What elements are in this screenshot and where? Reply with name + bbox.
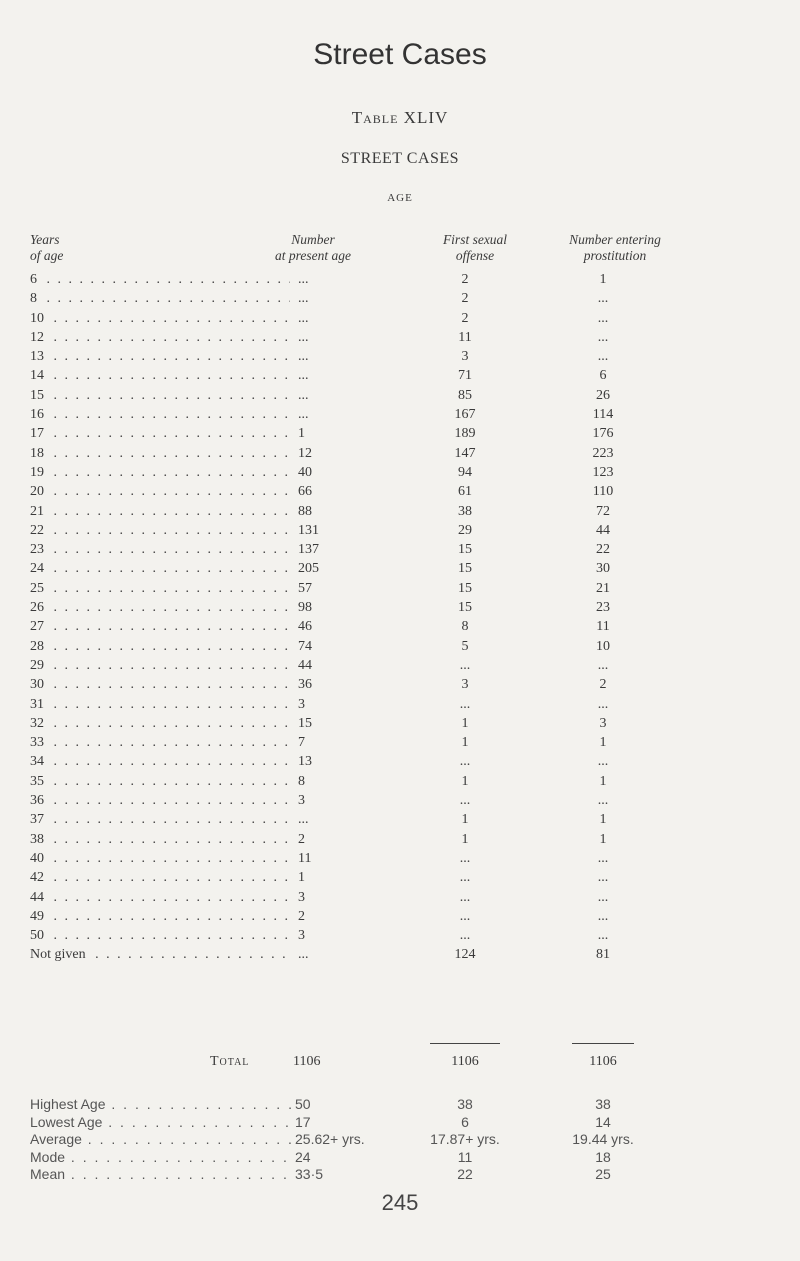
number-cell: ... [298,329,309,345]
entering-cell: 1 [599,735,607,751]
summary-stats [0,1096,800,1184]
stat-first-offense: 22 [457,1166,473,1182]
table-row [0,270,800,289]
age-cell: 25 . . . [30,579,290,598]
number-cell: ... [298,407,309,423]
number-cell: ... [298,812,309,828]
number-cell: 15 [298,715,312,731]
entering-cell: ... [597,657,609,673]
number-cell: 11 [298,850,312,866]
number-cell: 2 [298,908,305,924]
first-offense-cell: ... [459,657,471,673]
first-offense-cell: 38 [458,503,472,519]
total-label: Total [210,1054,250,1069]
number-cell: 36 [298,677,312,693]
age-cell: 49 . . . [30,907,290,926]
stat-label: Lowest Age . . . [30,1114,292,1131]
age-cell: 13 . . . [30,347,290,366]
stat-entering: 19.44 yrs. [572,1131,634,1147]
entering-cell: 1 [599,272,607,287]
number-cell: ... [298,291,309,307]
first-offense-cell: 1 [461,812,469,828]
number-cell: 1 [298,426,305,442]
age-cell: 24 . . . [30,559,290,578]
table-row [0,444,800,463]
table-row [0,752,800,771]
first-offense-cell: 2 [461,272,469,287]
entering-cell: ... [597,349,609,365]
table-row [0,888,800,907]
total-rule-entering [572,1043,634,1044]
stat-first-offense: 17.87+ yrs. [430,1131,500,1147]
age-cell: 34 . . . [30,752,290,771]
entering-cell: 223 [592,445,614,461]
age-cell: 28 . . . [30,637,290,656]
table-row [0,656,800,675]
entering-cell: ... [597,850,609,866]
table-row [0,695,800,714]
age-cell: 40 . . . [30,849,290,868]
age-cell: 14 . . . [30,366,290,385]
first-offense-cell: 85 [458,387,472,403]
entering-cell: 81 [596,947,610,963]
number-cell: ... [298,947,309,963]
entering-cell: 110 [592,484,614,500]
number-cell: 8 [298,773,305,789]
age-cell: 31 . . . [30,695,290,714]
stat-first-offense: 38 [457,1096,473,1112]
age-cell: 12 . . . [30,328,290,347]
age-cell: 10 . . . [30,309,290,328]
first-offense-cell: ... [459,850,471,866]
first-offense-cell: 11 [458,329,472,345]
entering-cell: 1 [599,831,607,847]
age-cell: 18 . . . [30,444,290,463]
total-rule-first [430,1043,500,1044]
age-cell: 17 . . . [30,424,290,443]
entering-cell: 44 [596,522,610,538]
total-first-offense: 1106 [451,1054,479,1069]
column-header-entering: Number entering prostitution [569,232,661,263]
first-offense-cell: 15 [458,561,472,577]
entering-cell: 30 [596,561,610,577]
table-row [0,945,800,964]
age-cell: 38 . . . [30,830,290,849]
first-offense-cell: 1 [461,715,469,731]
column-header-number: Number at present age [275,232,351,263]
age-cell: 30 . . . [30,675,290,694]
entering-cell: 2 [599,677,607,693]
entering-cell: ... [597,696,609,712]
table-row [0,579,800,598]
age-cell: 37 . . . [30,810,290,829]
entering-cell: 23 [596,600,610,616]
number-cell: ... [298,272,309,287]
table-number: Table XLIV [351,108,449,127]
number-cell: 137 [298,542,319,558]
entering-cell: 123 [592,464,614,480]
first-offense-cell: 1 [461,773,469,789]
entering-cell: 26 [596,387,610,403]
entering-cell: ... [597,329,609,345]
data-table [0,270,800,965]
age-cell: 6 . . . [30,270,290,289]
table-row [0,559,800,578]
running-head: Street Cases [313,38,487,71]
number-cell: 74 [298,638,312,654]
number-cell: 2 [298,831,305,847]
number-cell: 7 [298,735,305,751]
table-row [0,540,800,559]
stat-entering: 38 [595,1096,611,1112]
stat-number: 33·5 [295,1166,324,1182]
first-offense-cell: ... [459,928,471,944]
first-offense-cell: 1 [461,735,469,751]
entering-cell: 114 [592,407,614,423]
first-offense-cell: 15 [458,542,472,558]
number-cell: 3 [298,889,305,905]
first-offense-cell: 94 [458,464,472,480]
age-cell: 23 . . . [30,540,290,559]
page-number: 245 [381,1190,419,1215]
stat-row [0,1114,800,1132]
first-offense-cell: ... [459,696,471,712]
first-offense-cell: 147 [454,445,476,461]
age-cell: 22 . . . [30,521,290,540]
age-cell: Not given . . . [30,945,290,964]
stat-first-offense: 6 [461,1113,469,1130]
number-cell: 3 [298,696,305,712]
age-cell: 19 . . . [30,463,290,482]
stat-row [0,1131,800,1149]
first-offense-cell: 15 [458,600,472,616]
age-cell: 29 . . . [30,656,290,675]
table-row [0,791,800,810]
table-row [0,598,800,617]
table-row [0,733,800,752]
table-row [0,810,800,829]
entering-cell: 6 [599,368,607,384]
number-cell: 205 [298,561,319,577]
table-row [0,830,800,849]
table-row [0,772,800,791]
number-cell: ... [298,387,309,403]
first-offense-cell: 61 [458,484,472,500]
entering-cell: 21 [596,580,610,596]
table-row [0,366,800,385]
first-offense-cell: ... [459,908,471,924]
total-entering: 1106 [589,1054,617,1069]
table-row [0,289,800,308]
table-row [0,386,800,405]
table-row [0,521,800,540]
stat-number: 24 [295,1148,311,1165]
table-row [0,637,800,656]
entering-cell: ... [597,928,609,944]
stat-label: Mode . . . [30,1149,292,1166]
first-offense-cell: 3 [461,677,469,693]
table-row [0,675,800,694]
column-header-years: Years of age [30,232,64,263]
number-cell: 131 [298,522,319,538]
entering-cell: 72 [596,503,610,519]
entering-cell: 176 [592,426,614,442]
table-row [0,424,800,443]
stat-label: Average . . . [30,1131,292,1148]
entering-cell: 1 [599,812,607,828]
first-offense-cell: 2 [461,310,469,326]
number-cell: 12 [298,445,312,461]
table-title: STREET CASES [340,150,460,167]
first-offense-cell: 3 [461,349,469,365]
stat-row [0,1166,800,1184]
column-header-first-offense: First sexual offense [442,232,508,263]
number-cell: ... [298,368,309,384]
table-row [0,405,800,424]
first-offense-cell: ... [459,793,471,809]
table-row [0,482,800,501]
first-offense-cell: 15 [458,580,472,596]
stat-number: 25.62+ yrs. [295,1131,365,1147]
total-number: 1106 [293,1054,321,1069]
stat-entering: 18 [595,1148,611,1165]
entering-cell: ... [597,793,609,809]
entering-cell: ... [597,870,609,886]
age-cell: 8 . . . [30,289,290,308]
table-row [0,926,800,945]
entering-cell: ... [597,754,609,770]
first-offense-cell: 2 [461,291,469,307]
stat-label: Mean . . . [30,1166,292,1183]
stat-entering: 25 [595,1166,611,1182]
table-row [0,347,800,366]
entering-cell: ... [597,291,609,307]
first-offense-cell: 5 [461,638,469,654]
number-cell: ... [298,349,309,365]
first-offense-cell: ... [459,754,471,770]
age-cell: 21 . . . [30,502,290,521]
table-row [0,328,800,347]
first-offense-cell: 1 [461,831,469,847]
age-cell: 20 . . . [30,482,290,501]
table-row [0,868,800,887]
table-row [0,849,800,868]
first-offense-cell: 8 [461,619,469,635]
age-cell: 36 . . . [30,791,290,810]
number-cell: 3 [298,928,305,944]
stat-row [0,1149,800,1167]
stat-first-offense: 11 [457,1148,473,1165]
stat-entering: 14 [595,1113,611,1130]
table-subtitle: AGE [387,192,413,204]
age-cell: 32 . . . [30,714,290,733]
age-cell: 35 . . . [30,772,290,791]
table-row [0,502,800,521]
first-offense-cell: ... [459,889,471,905]
entering-cell: 3 [599,715,607,731]
entering-cell: 1 [599,773,607,789]
number-cell: 44 [298,657,312,673]
number-cell: 57 [298,580,312,596]
entering-cell: ... [597,908,609,924]
number-cell: 88 [298,503,312,519]
table-row [0,463,800,482]
first-offense-cell: 167 [454,407,476,423]
number-cell: 66 [298,484,312,500]
age-cell: 33 . . . [30,733,290,752]
table-row [0,714,800,733]
age-cell: 26 . . . [30,598,290,617]
stat-row [0,1096,800,1114]
number-cell: 3 [298,793,305,809]
first-offense-cell: 29 [458,522,472,538]
age-cell: 16 . . . [30,405,290,424]
entering-cell: 10 [596,638,610,654]
age-cell: 15 . . . [30,386,290,405]
number-cell: ... [298,310,309,326]
age-cell: 44 . . . [30,888,290,907]
entering-cell: 11 [596,619,610,635]
stat-label: Highest Age . . . [30,1096,292,1113]
first-offense-cell: 189 [454,426,476,442]
stat-number: 50 [295,1096,311,1112]
number-cell: 98 [298,600,312,616]
age-cell: 50 . . . [30,926,290,945]
stat-number: 17 [295,1113,311,1130]
table-row [0,309,800,328]
number-cell: 1 [298,870,305,886]
number-cell: 46 [298,619,312,635]
table-row [0,617,800,636]
number-cell: 40 [298,464,312,480]
entering-cell: ... [597,889,609,905]
age-cell: 27 . . . [30,617,290,636]
first-offense-cell: 124 [454,947,476,963]
entering-cell: ... [597,310,609,326]
entering-cell: 22 [596,542,610,558]
first-offense-cell: 71 [458,368,472,384]
number-cell: 13 [298,754,312,770]
first-offense-cell: ... [459,870,471,886]
age-cell: 42 . . . [30,868,290,887]
table-row [0,907,800,926]
